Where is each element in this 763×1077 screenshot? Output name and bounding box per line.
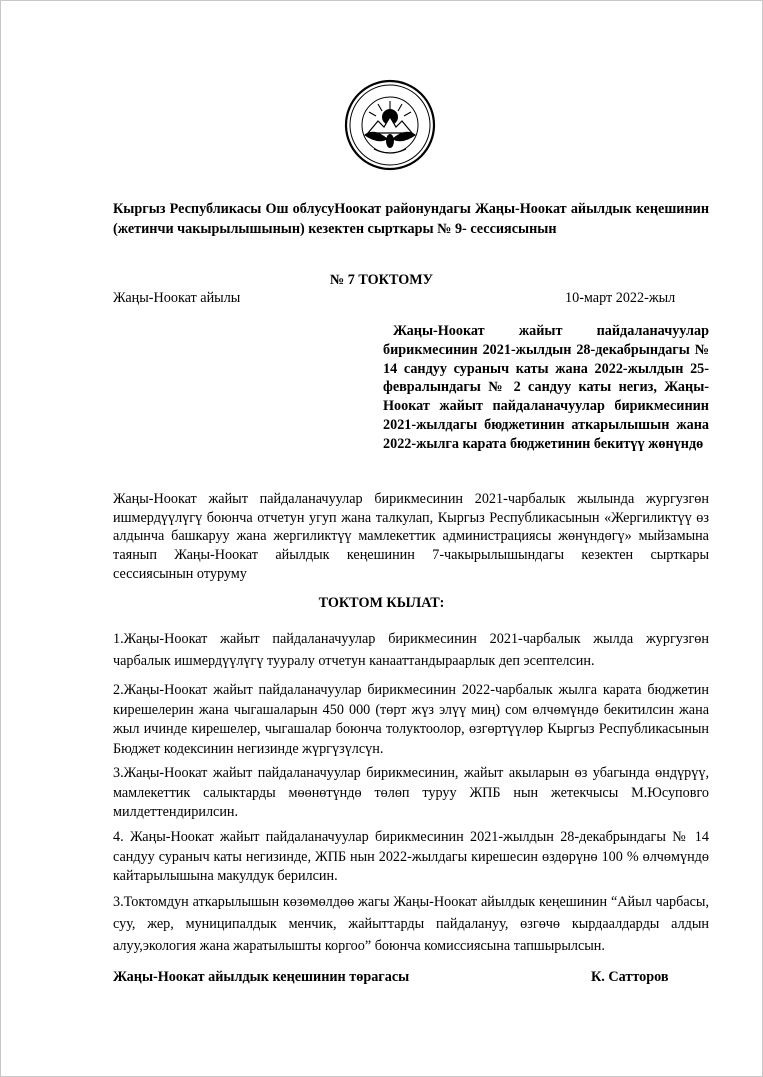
decision-date: 10-март 2022-жыл [565,290,676,306]
decision-item-4: 4. Жаңы-Ноокат жайыт пайдаланачуулар бирикмесинин 2021-жылдын 28-декабрындагы № 14 сандуу сураныч каты негизинде, ЖПБ нын 2022-жылдагы кирешесин өздөрүнө 100 % өлчөмүндө кайтарылышына макулдук берилсин. [113,829,709,884]
decision-place: Жаңы-Ноокат айылы [113,290,241,306]
decision-subject: Жаңы-Ноокат жайыт пайдаланачуулар бирикмесинин 2021-жылдын 28-декабрындагы № 14 сандуу сураныч каты жана 2022-жылдын 25-февралындагы № 2 сандуу каты негиз, Жаңы-Ноокат жайыт пайдаланачуулар бирикмесинин 2021-жылдагы бюджетинин аткарылышын жана 2022-жылга карата бюджетинин бекитүү жөнүндө [383,323,709,452]
signer-name: К. Сатторов [591,969,669,985]
decision-item-2: 2.Жаңы-Ноокат жайыт пайдаланачуулар бирикмесинин 2022-чарбалык жылга карата бюджетин кирешелерин жана чыгашаларын 450 000 (төрт жүз элүү миң) сом өлчөмүндө бекитилсин жана жыл ичинде кирешелер, чыгашалар боюнча толуктоолор, өзгөртүүлөр Кыргыз Республикасынын Бюджет кодексинин негизинде жүргүзүлсүн. [113,682,709,757]
decision-item-3: 3.Жаңы-Ноокат жайыт пайдаланачуулар бирикмесинин, жайыт акыларын өз убагында өндүрүү, мамлекеттик салыктарды мөөнөтүндө төлөп туруу ЖПБ нын жетекчысы М.Юсуповго милдеттендирилсин. [113,765,709,820]
decision-item-1: 1.Жаңы-Ноокат жайыт пайдаланачуулар бирикмесинин 2021-чарбалык жылда жургузгөн чарбалык ишмердүүлүгү тууралу отчетун канааттандыраарлык деп эсептелсин. [113,631,709,669]
decision-number-heading: № 7 ТОКТОМУ [329,272,434,288]
signer-title: Жаңы-Ноокат айылдык кеңешинин төрагасы [113,969,410,985]
council-session-title: Кыргыз Республикасы Ош облусуНоокат районундагы Жаңы-Ноокат айылдык кеңешинин (жетинчи чакырылышынын) кезектен сырткары № 9- сессиясынын [113,201,709,237]
decision-item-5: 3.Токтомдун аткарылышын көзөмөлдөө жагы Жаңы-Ноокат айылдык кеңешинин “Айыл чарбасы, суу, жер, муниципалдык менчик, жайыттарды пайдалануу, өзгөчө кырдаалдарды алдын алуу,экология жана жаратылышты коргоо” боюнча комиссиясына тапшырылсын. [113,894,709,954]
decision-preamble: Жаңы-Ноокат жайыт пайдаланачуулар бирикмесинин 2021-чарбалык жылында жургузгөн ишмердүүлүгү боюнча отчетун угуп жана талкулап, Кыргыз Республикасынын «Жергиликтүү өз алдынча башкаруу жана жергиликтүү мамлекеттик администрациясы жөнүндөгү» мыйзамына таянып Жаңы-Ноокат айылдык кеңешинин 7-чакырылышындагы кезектен сырткары сессиясынын отуруму [113,491,709,582]
decree-heading: ТОКТОМ КЫЛАТ: [318,595,445,611]
state-emblem-icon [344,79,436,171]
